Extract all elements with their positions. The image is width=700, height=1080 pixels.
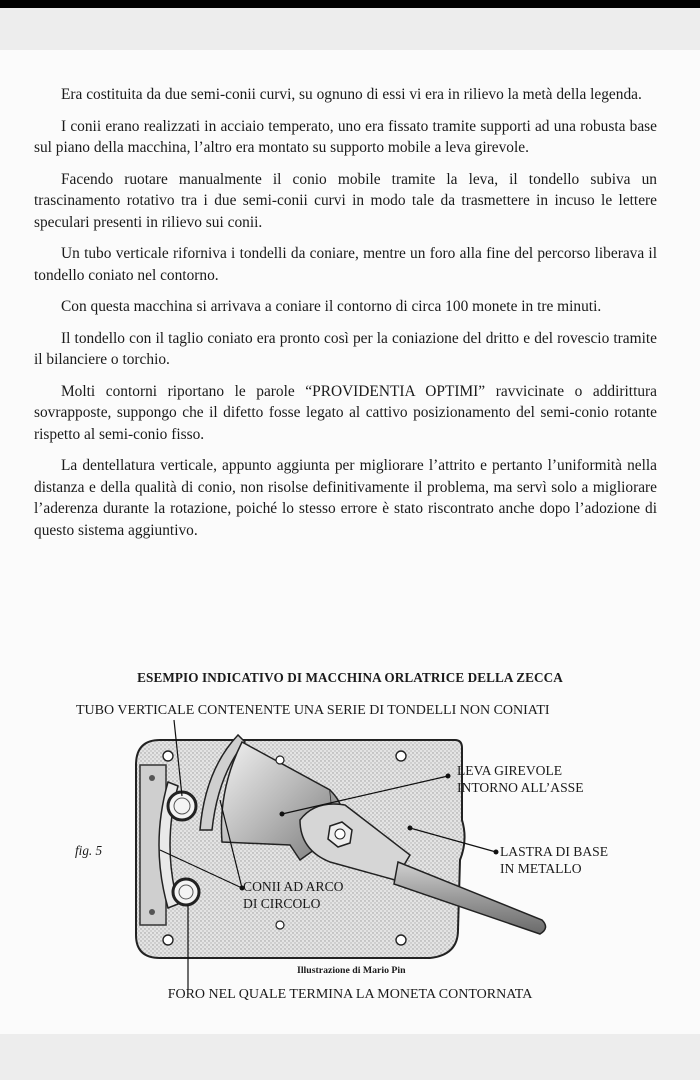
paragraph: Con questa macchina si arrivava a coniare il contorno di circa 100 monete in tre minuti. bbox=[61, 298, 602, 315]
exit-hole bbox=[173, 879, 199, 905]
paragraph: I conii erano realizzati in acciaio temperato, uno era fissato tramite supporti ad una robusta base sul piano della macchina, l’altro era montato su supporto mobile a leva girevole. bbox=[34, 117, 657, 156]
label-base-line-1: LASTRA DI BASE bbox=[500, 844, 609, 859]
label-lever-line-1: LEVA GIREVOLE bbox=[457, 763, 563, 778]
paragraph: Facendo ruotare manualmente il conio mobile tramite la leva, il tondello subiva un trascinamento rotativo tra i due semi-conii curvi in modo tale da trasmettere in incuso le lettere speculari presenti in rilievo sui conii. bbox=[34, 170, 657, 231]
illustration-credit: Illustrazione di Mario Pin bbox=[297, 965, 406, 976]
coin-blank-top bbox=[168, 792, 196, 820]
figure-title: ESEMPIO INDICATIVO DI MACCHINA ORLATRICE DELLA ZECCA bbox=[137, 670, 563, 685]
paragraph: Era costituita da due semi-conii curvi, su ognuno di essi vi era in rilievo la metà della legenda. bbox=[61, 86, 642, 103]
label-exit-hole: FORO NEL QUALE TERMINA LA MONETA CONTORNATA bbox=[167, 987, 533, 1002]
label-dies-line-2: DI CIRCOLO bbox=[243, 896, 321, 911]
label-lever bbox=[457, 762, 584, 796]
label-base-line-2: IN METALLO bbox=[500, 861, 582, 876]
label-lever-line-2: INTORNO ALL’ASSE bbox=[457, 780, 584, 795]
label-curved-dies bbox=[243, 878, 343, 912]
paragraph: Un tubo verticale riforniva i tondelli da coniare, mentre un foro alla fine del percorso liberava il tondello coniato nel contorno. bbox=[34, 245, 657, 284]
label-dies-line-1: CONII AD ARCO bbox=[243, 879, 344, 894]
label-vertical-tube: TUBO VERTICALE CONTENENTE UNA SERIE DI TONDELLI NON CONIATI bbox=[76, 703, 550, 718]
paragraph: Molti contorni riportano le parole “PROVIDENTIA OPTIMI” ravvicinate o addirittura sovrapposte, suppongo che il difetto fosse legato al cattivo posizionamento del semi-conio rotante rispetto al semi-conio fisso. bbox=[34, 382, 657, 443]
paragraph: Il tondello con il taglio coniato era pronto così per la coniazione del dritto e del rovescio tramite il bilanciere o torchio. bbox=[34, 329, 657, 368]
paragraph: La dentellatura verticale, appunto aggiunta per migliorare l’attrito e pertanto l’uniformità nella distanza e della qualità di conio, non risolse definitivamente il problema, ma servì solo a migliorare l’aderenza durante la rotazione, poiché lo stesso errore è stato riscontrato anche dopo l’adozione di questo sistema aggiuntivo. bbox=[34, 457, 657, 539]
label-base-plate bbox=[500, 843, 608, 877]
figure-number: fig. 5 bbox=[75, 843, 103, 858]
